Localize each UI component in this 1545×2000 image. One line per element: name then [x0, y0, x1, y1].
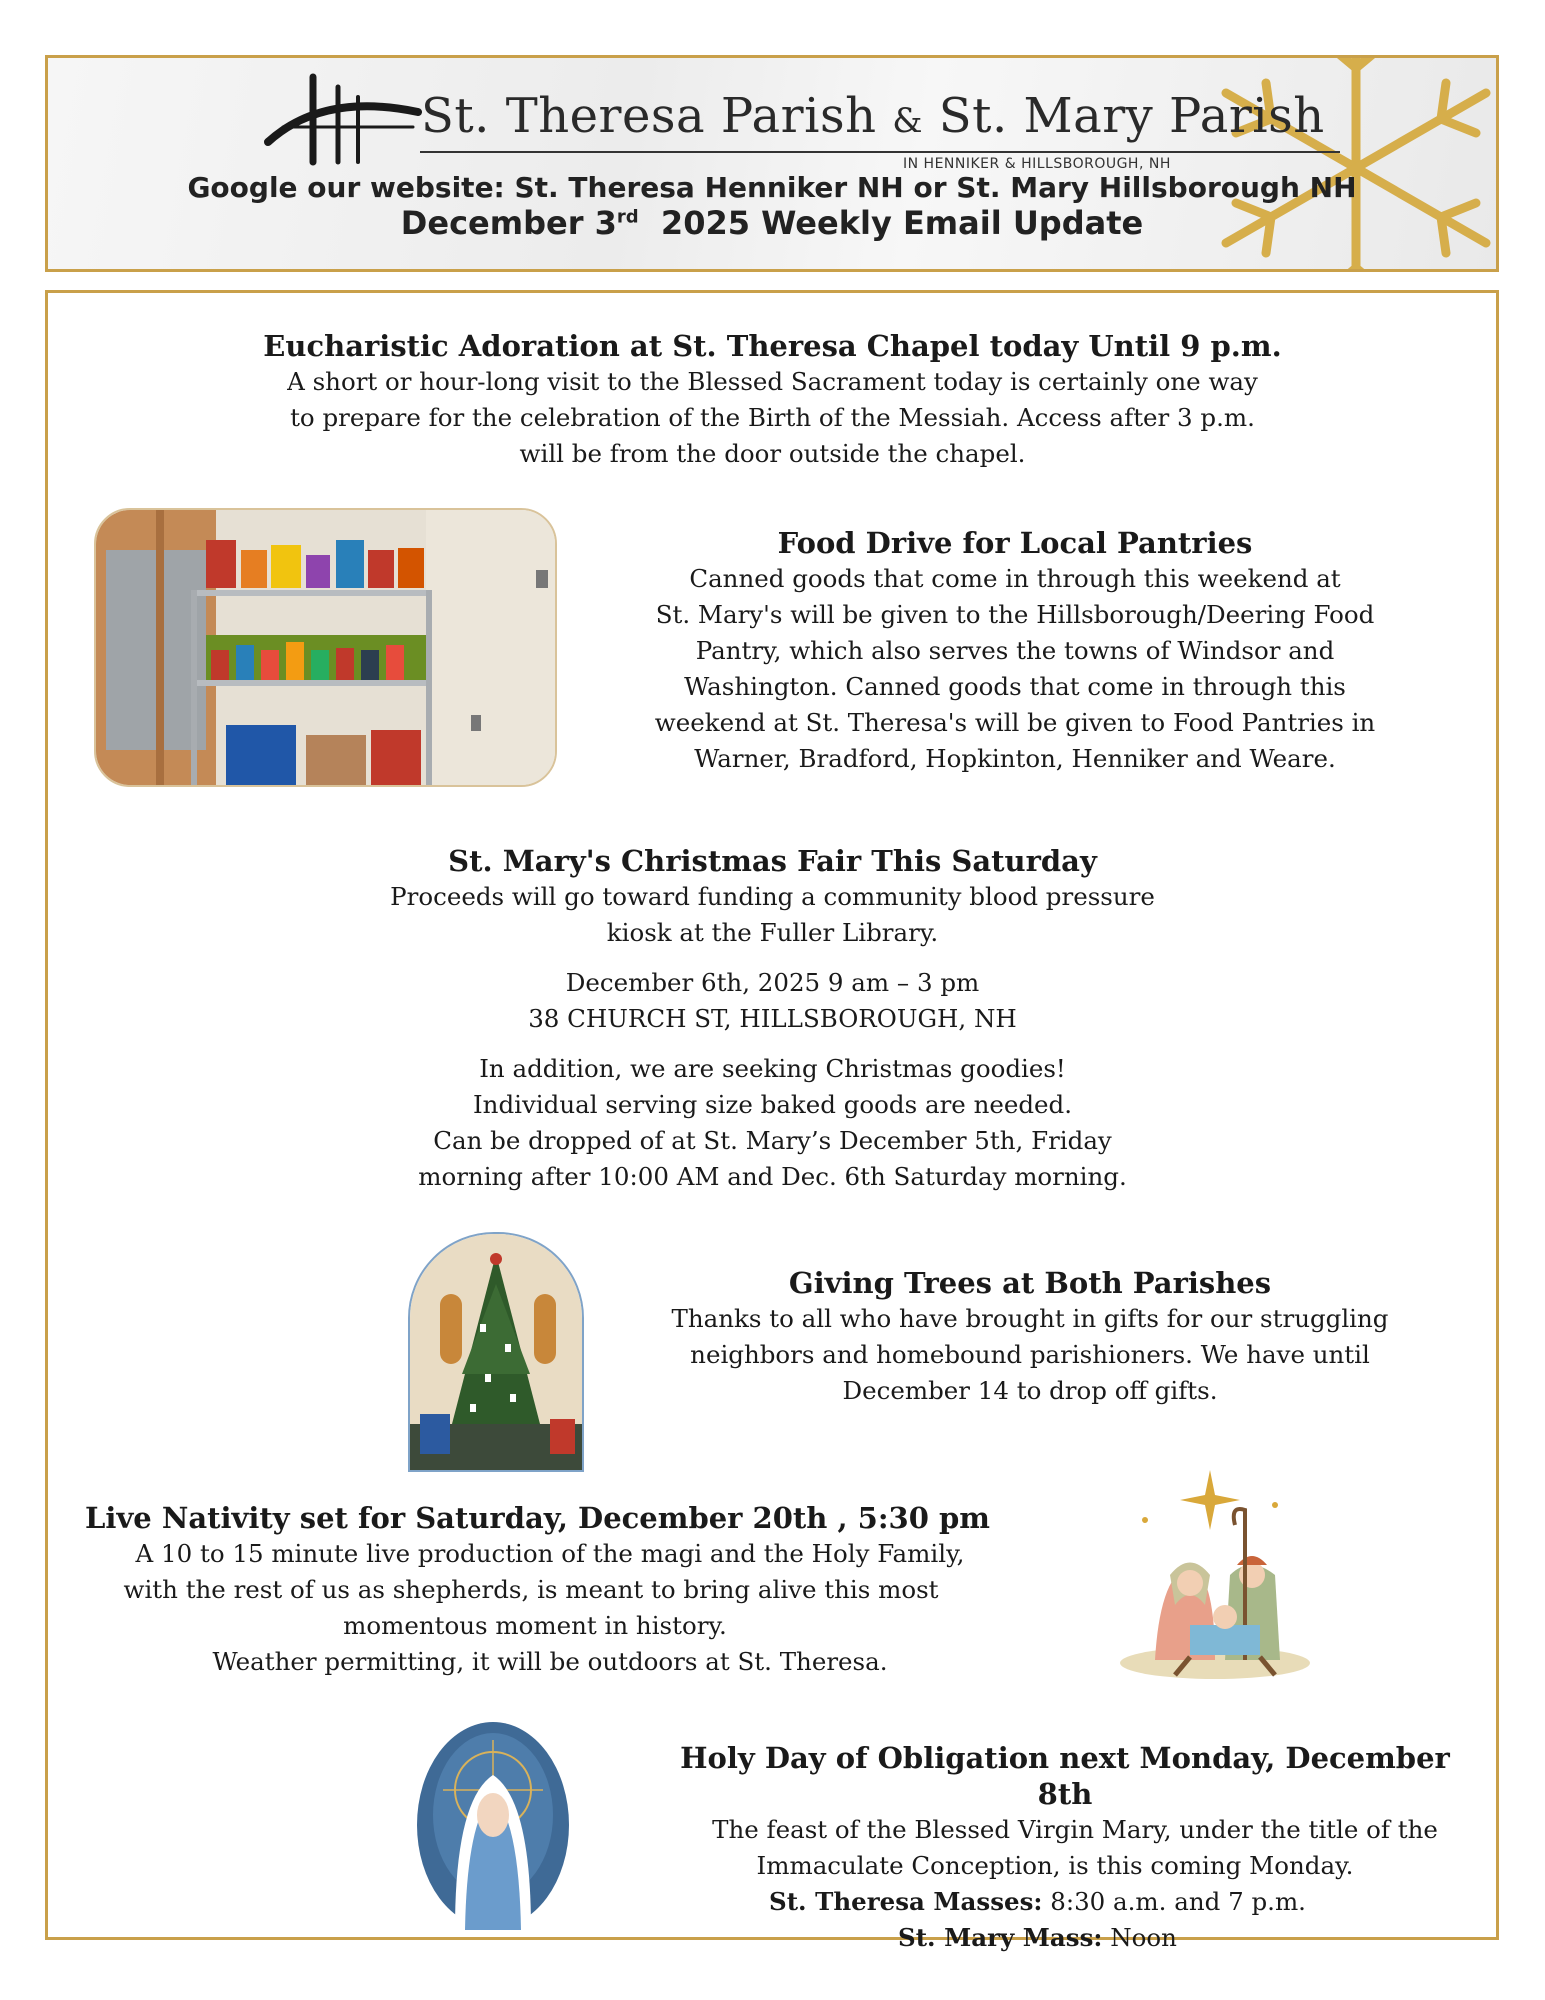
fair-line: Can be dropped of at St. Mary’s December 5th, Friday: [433, 1126, 1112, 1155]
date-superscript: rd: [616, 206, 639, 228]
live-nativity-section: [85, 1500, 1000, 1680]
newsletter-date: [48, 204, 1496, 242]
fair-line: kiosk at the Fuller Library.: [606, 918, 939, 947]
fair-title: St. Mary's Christmas Fair This Saturday: [448, 844, 1097, 878]
food-drive-line: Canned goods that come in through this weekend at: [689, 564, 1341, 593]
date-prefix: December 3: [400, 204, 617, 242]
food-drive-line: Warner, Bradford, Hopkinton, Henniker and Weare.: [694, 744, 1336, 773]
giving-trees-section: [655, 1265, 1405, 1409]
header-banner: [45, 55, 1499, 272]
nativity-line: momentous moment in history.: [343, 1611, 727, 1640]
st-theresa-masses: [610, 1884, 1465, 1920]
food-pantry-photo: [94, 508, 557, 787]
parish-name-amp: &: [892, 101, 924, 141]
holy-day-section: [665, 1740, 1465, 1956]
st-mary-label: St. Mary Mass:: [898, 1923, 1103, 1952]
nativity-title: Live Nativity set for Saturday, December 20th , 5:30 pm: [85, 1501, 990, 1535]
date-suffix: 2025 Weekly Email Update: [660, 204, 1144, 242]
food-drive-line: Pantry, which also serves the towns of Windsor and: [695, 636, 1335, 665]
giving-tree-photo: [408, 1232, 584, 1472]
fair-date: December 6th, 2025 9 am – 3 pm: [565, 968, 980, 997]
giving-trees-line: neighbors and homebound parishioners. We have until: [690, 1340, 1370, 1369]
st-mary-times: Noon: [1110, 1923, 1177, 1952]
st-theresa-label: St. Theresa Masses:: [769, 1887, 1043, 1916]
food-drive-line: weekend at St. Theresa's will be given to Food Pantries in: [654, 708, 1376, 737]
christmas-fair-section: [310, 843, 1235, 1195]
nativity-line: A 10 to 15 minute live production of the magi and the Holy Family,: [135, 1539, 965, 1568]
adoration-title: Eucharistic Adoration at St. Theresa Chapel today Until 9 p.m.: [263, 329, 1282, 363]
giving-trees-line: December 14 to drop off gifts.: [842, 1376, 1218, 1405]
food-drive-title: Food Drive for Local Pantries: [777, 526, 1253, 560]
parish-subtitle: IN HENNIKER & HILLSBOROUGH, NH: [903, 156, 1171, 172]
giving-trees-title: Giving Trees at Both Parishes: [788, 1266, 1272, 1300]
parish-logo-icon: [263, 72, 423, 172]
fair-line: In addition, we are seeking Christmas goodies!: [479, 1054, 1066, 1083]
website-line: Google our website: St. Theresa Henniker NH or St. Mary Hillsborough NH: [187, 171, 1357, 204]
adoration-line: will be from the door outside the chapel.: [519, 439, 1026, 468]
fair-line: Individual serving size baked goods are needed.: [472, 1090, 1073, 1119]
parish-name-2: St. Mary Parish: [938, 88, 1325, 144]
giving-trees-line: Thanks to all who have brought in gifts for our struggling: [671, 1304, 1389, 1333]
adoration-section: [200, 328, 1345, 472]
holy-day-line: Immaculate Conception, is this coming Monday.: [756, 1851, 1354, 1880]
food-drive-section: [640, 525, 1390, 777]
parish-name: [421, 88, 1325, 144]
fair-line: morning after 10:00 AM and Dec. 6th Saturday morning.: [418, 1162, 1127, 1191]
virgin-mary-illustration: [415, 1720, 571, 1930]
adoration-line: to prepare for the celebration of the Birth of the Messiah. Access after 3 p.m.: [290, 403, 1255, 432]
adoration-line: A short or hour-long visit to the Blessed Sacrament today is certainly one way: [287, 367, 1258, 396]
nativity-line: with the rest of us as shepherds, is meant to bring alive this most: [123, 1575, 939, 1604]
st-mary-mass: [610, 1920, 1465, 1956]
food-drive-line: Washington. Canned goods that come in through this: [684, 672, 1346, 701]
holy-day-title: Holy Day of Obligation next Monday, December 8th: [680, 1741, 1450, 1811]
fair-address: 38 CHURCH ST, HILLSBOROUGH, NH: [528, 1004, 1017, 1033]
nativity-illustration: [1115, 1465, 1315, 1685]
fair-line: Proceeds will go toward funding a community blood pressure: [390, 882, 1155, 911]
parish-name-1: St. Theresa Parish: [421, 88, 877, 144]
st-theresa-times: 8:30 a.m. and 7 p.m.: [1050, 1887, 1306, 1916]
food-drive-line: St. Mary's will be given to the Hillsborough/Deering Food: [655, 600, 1375, 629]
holy-day-line: The feast of the Blessed Virgin Mary, under the title of the: [712, 1815, 1438, 1844]
logo-divider: [420, 151, 1340, 153]
nativity-line: Weather permitting, it will be outdoors at St. Theresa.: [212, 1647, 888, 1676]
